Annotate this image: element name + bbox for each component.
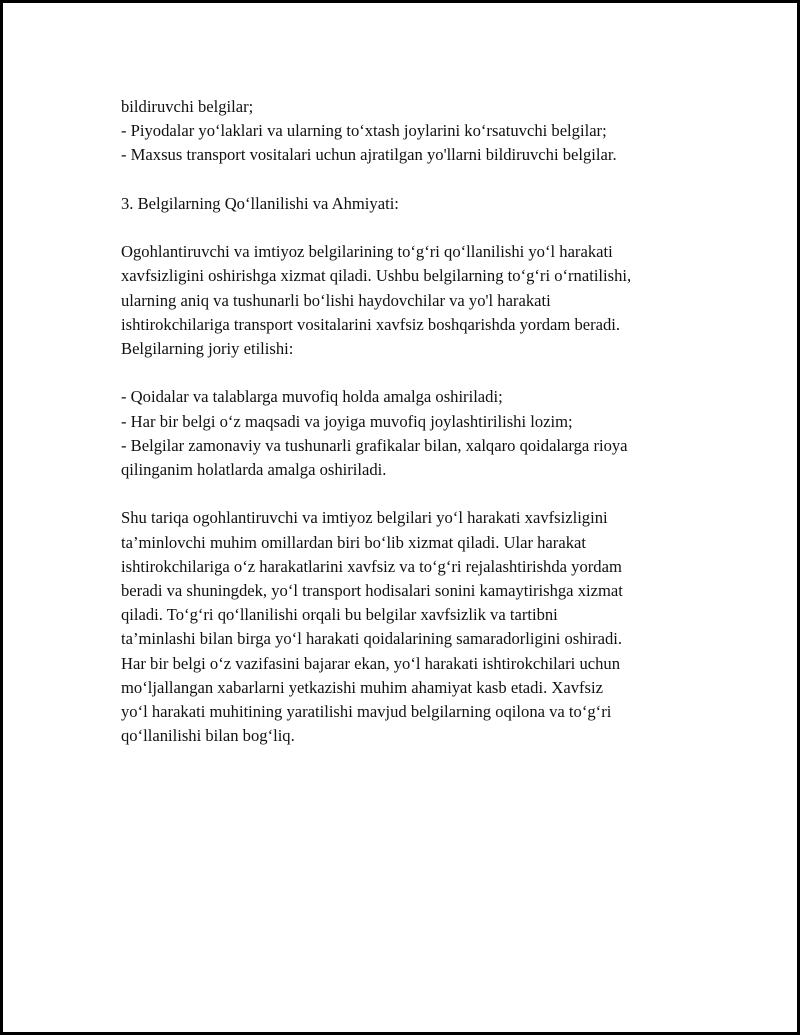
- paragraph-line: yo‘l harakati muhitining yaratilishi mavjud belgilarning oqilona va to‘g‘ri: [121, 702, 612, 722]
- paragraph-line: ta’minlashi bilan birga yo‘l harakati qoidalarining samaradorligini oshiradi.: [121, 629, 623, 649]
- paragraph-line: Ogohlantiruvchi va imtiyoz belgilarining to‘g‘ri qo‘llanilishi yo‘l harakati: [121, 242, 613, 262]
- paragraph-line: mo‘ljallangan xabarlarni yetkazishi muhim ahamiyat kasb etadi. Xavfsiz: [121, 677, 603, 697]
- paragraph-line: ta’minlovchi muhim omillardan biri bo‘lib xizmat qiladi. Ular harakat: [121, 532, 586, 552]
- paragraph-gap: [121, 361, 721, 385]
- paragraph-line: qo‘llanilishi bilan bog‘liq.: [121, 726, 295, 746]
- section-heading: 3. Belgilarning Qo‘llanilishi va Ahmiyati:: [121, 193, 399, 213]
- paragraph-1: [121, 240, 721, 361]
- paragraph-line: ularning aniq va tushunarli bo‘lishi haydovchilar va yo'l harakati: [121, 290, 551, 310]
- paragraph-gap: [121, 216, 721, 240]
- intro-line: - Piyodalar yo‘laklari va ularning to‘xtash joylarini ko‘rsatuvchi belgilar;: [121, 121, 607, 141]
- list-item: - Qoidalar va talablarga muvofiq holda amalga oshiriladi;: [121, 387, 503, 407]
- paragraph-gap: [121, 168, 721, 192]
- paragraph-line: qiladi. To‘g‘ri qo‘llanilishi orqali bu belgilar xavfsizlik va tartibni: [121, 605, 558, 625]
- intro-line: bildiruvchi belgilar;: [121, 97, 254, 116]
- paragraph-line: Shu tariqa ogohlantiruvchi va imtiyoz belgilari yo‘l harakati xavfsizligini: [121, 508, 608, 528]
- paragraph-line: xavfsizligini oshirishga xizmat qiladi. Ushbu belgilarning to‘g‘ri o‘rnatilishi,: [121, 266, 632, 286]
- paragraph-2: [121, 506, 721, 748]
- paragraph-line: Belgilarning joriy etilishi:: [121, 339, 294, 358]
- paragraph-line: beradi va shuningdek, yo‘l transport hodisalari sonini kamaytirishga xizmat: [121, 581, 623, 600]
- intro-line: - Maxsus transport vositalari uchun ajratilgan yo'llarni bildiruvchi belgilar.: [121, 145, 617, 165]
- list-item: qilinganim holatlarda amalga oshiriladi.: [121, 460, 387, 479]
- list-item: - Har bir belgi o‘z maqsadi va joyiga muvofiq joylashtirilishi lozim;: [121, 411, 573, 431]
- paragraph-line: Har bir belgi o‘z vazifasini bajarar ekan, yo‘l harakati ishtirokchilari uchun: [121, 653, 620, 673]
- list-item: - Belgilar zamonaviy va tushunarli grafikalar bilan, xalqaro qoidalarga rioya: [121, 435, 628, 455]
- document-body: [121, 95, 721, 748]
- bullet-list: [121, 385, 721, 482]
- paragraph-line: ishtirokchilariga transport vositalarini xavfsiz boshqarishda yordam beradi.: [121, 314, 621, 334]
- paragraph-gap: [121, 482, 721, 506]
- paragraph-line: ishtirokchilariga o‘z harakatlarini xavfsiz va to‘g‘ri rejalashtirishda yordam: [121, 556, 622, 576]
- intro-list: [121, 95, 721, 168]
